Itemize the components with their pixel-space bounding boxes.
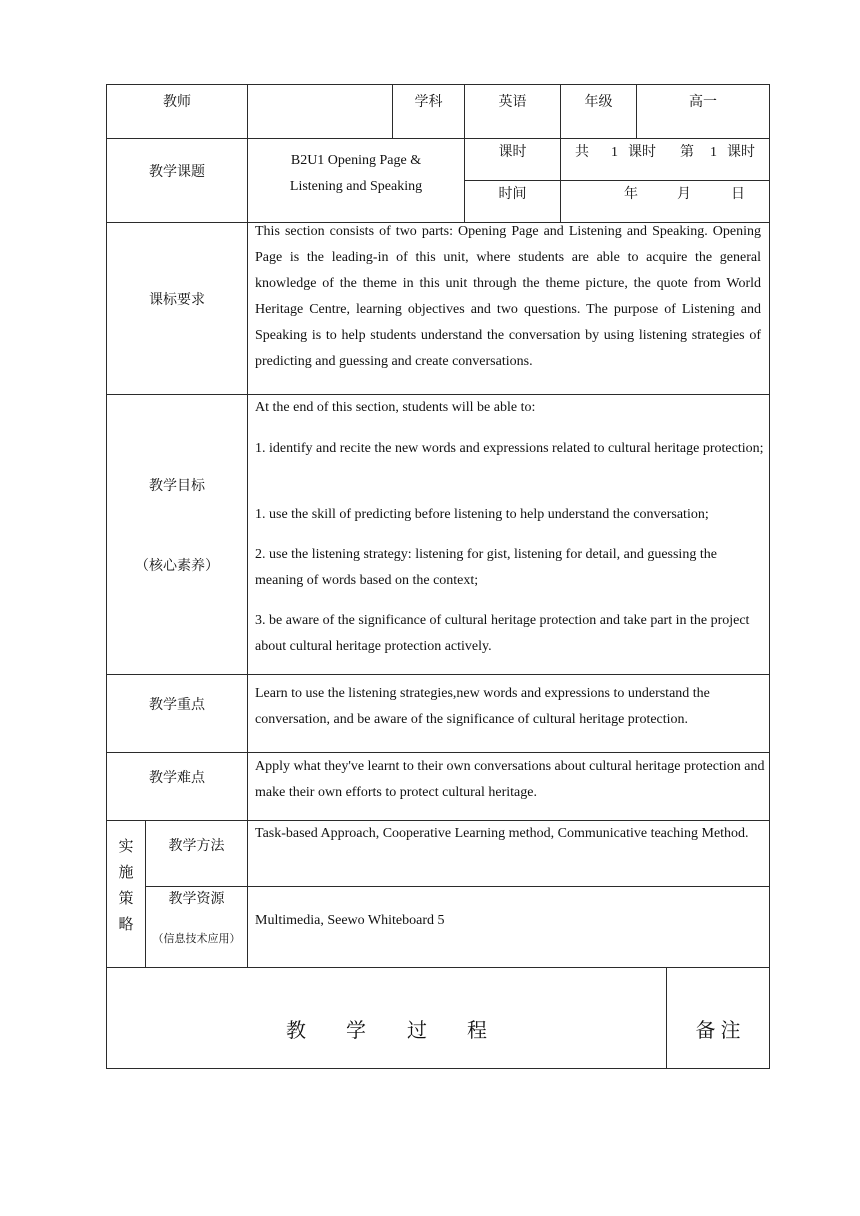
resource-sublabel: （信息技术应用）	[152, 933, 241, 945]
objectives-label: 教学目标	[149, 479, 205, 494]
period-total: 1	[611, 145, 618, 160]
strategy-char-2: 施	[118, 865, 134, 881]
period-label: 课时	[498, 145, 527, 160]
row-divider	[464, 180, 770, 181]
process-char-4: 程	[467, 1020, 487, 1042]
row-divider	[106, 752, 770, 753]
topic-label: 教学课题	[149, 165, 205, 180]
period-gong: 共	[575, 145, 589, 160]
row-divider	[106, 138, 770, 139]
table-border-bottom	[106, 1068, 770, 1069]
time-year: 年	[624, 187, 638, 202]
time-day: 日	[731, 187, 745, 202]
period-di: 第	[680, 145, 694, 160]
difficulties-text: Apply what they've learnt to their own conversations about cultural heritage protection and make their own efforts to protect cultural heritage.	[255, 759, 765, 800]
objective-item-1: 1. identify and recite the new words and expressions related to cultural heritage protection;	[255, 441, 764, 456]
objective-item-4: 3. be aware of the significance of cultural heritage protection and take part in the project about cultural heritage protection actively.	[255, 613, 750, 654]
strategy-char-1: 实	[118, 839, 134, 855]
row-divider	[106, 967, 770, 968]
method-text: Task-based Approach, Cooperative Learning method, Communicative teaching Method.	[255, 826, 749, 841]
subject-value: 英语	[498, 95, 527, 110]
objectives-sublabel: （核心素养）	[135, 559, 219, 574]
process-char-3: 过	[407, 1020, 427, 1042]
period-keshi-1: 课时	[628, 145, 656, 160]
process-char-2: 学	[346, 1020, 366, 1042]
process-char-1: 教	[286, 1020, 306, 1042]
row-divider	[106, 674, 770, 675]
notes-label: 备 注	[695, 1020, 741, 1042]
method-label: 教学方法	[168, 839, 225, 854]
objective-item-2: 1. use the skill of predicting before listening to help understand the conversation;	[255, 507, 709, 522]
subject-label: 学科	[414, 95, 443, 110]
col-divider	[247, 84, 248, 968]
key-points-text: Learn to use the listening strategies,new words and expressions to understand the conversation, and be aware of the significance of cultural heritage protection.	[255, 686, 710, 727]
table-border-top	[106, 84, 770, 85]
topic-title-line2: Listening and Speaking	[289, 179, 423, 194]
grade-value: 高一	[689, 95, 717, 110]
grade-label: 年级	[584, 95, 613, 110]
standards-text: This section consists of two parts: Opening Page and Listening and Speaking. Opening Page is the leading-in of this unit, where students are able to acquire the general knowledge of the theme in this unit through the theme picture, the quote from World Heritage Centre, learning objectives and two questions. The purpose of Listening and Speaking is to help students understand the conversation by using listening strategies of predicting and guessing and create conversations.	[255, 224, 761, 369]
teacher-label: 教师	[163, 95, 191, 110]
strategy-char-4: 略	[118, 917, 134, 933]
objectives-intro: At the end of this section, students will be able to:	[255, 400, 536, 415]
period-keshi-2: 课时	[727, 145, 755, 160]
topic-title-line1: B2U1 Opening Page &	[290, 153, 422, 168]
resource-text: Multimedia, Seewo Whiteboard 5	[255, 913, 445, 928]
objective-item-3: 2. use the listening strategy: listening for gist, listening for detail, and guessing the meaning of words based on the context;	[255, 547, 717, 588]
resource-label: 教学资源	[168, 892, 225, 907]
period-current: 1	[710, 145, 717, 160]
strategy-char-3: 策	[118, 891, 134, 907]
time-month: 月	[677, 187, 691, 202]
table-border-right	[769, 84, 770, 1069]
time-label: 时间	[498, 187, 527, 202]
difficulties-label: 教学难点	[149, 771, 205, 786]
standards-label: 课标要求	[149, 293, 205, 308]
key-points-label: 教学重点	[149, 698, 205, 713]
